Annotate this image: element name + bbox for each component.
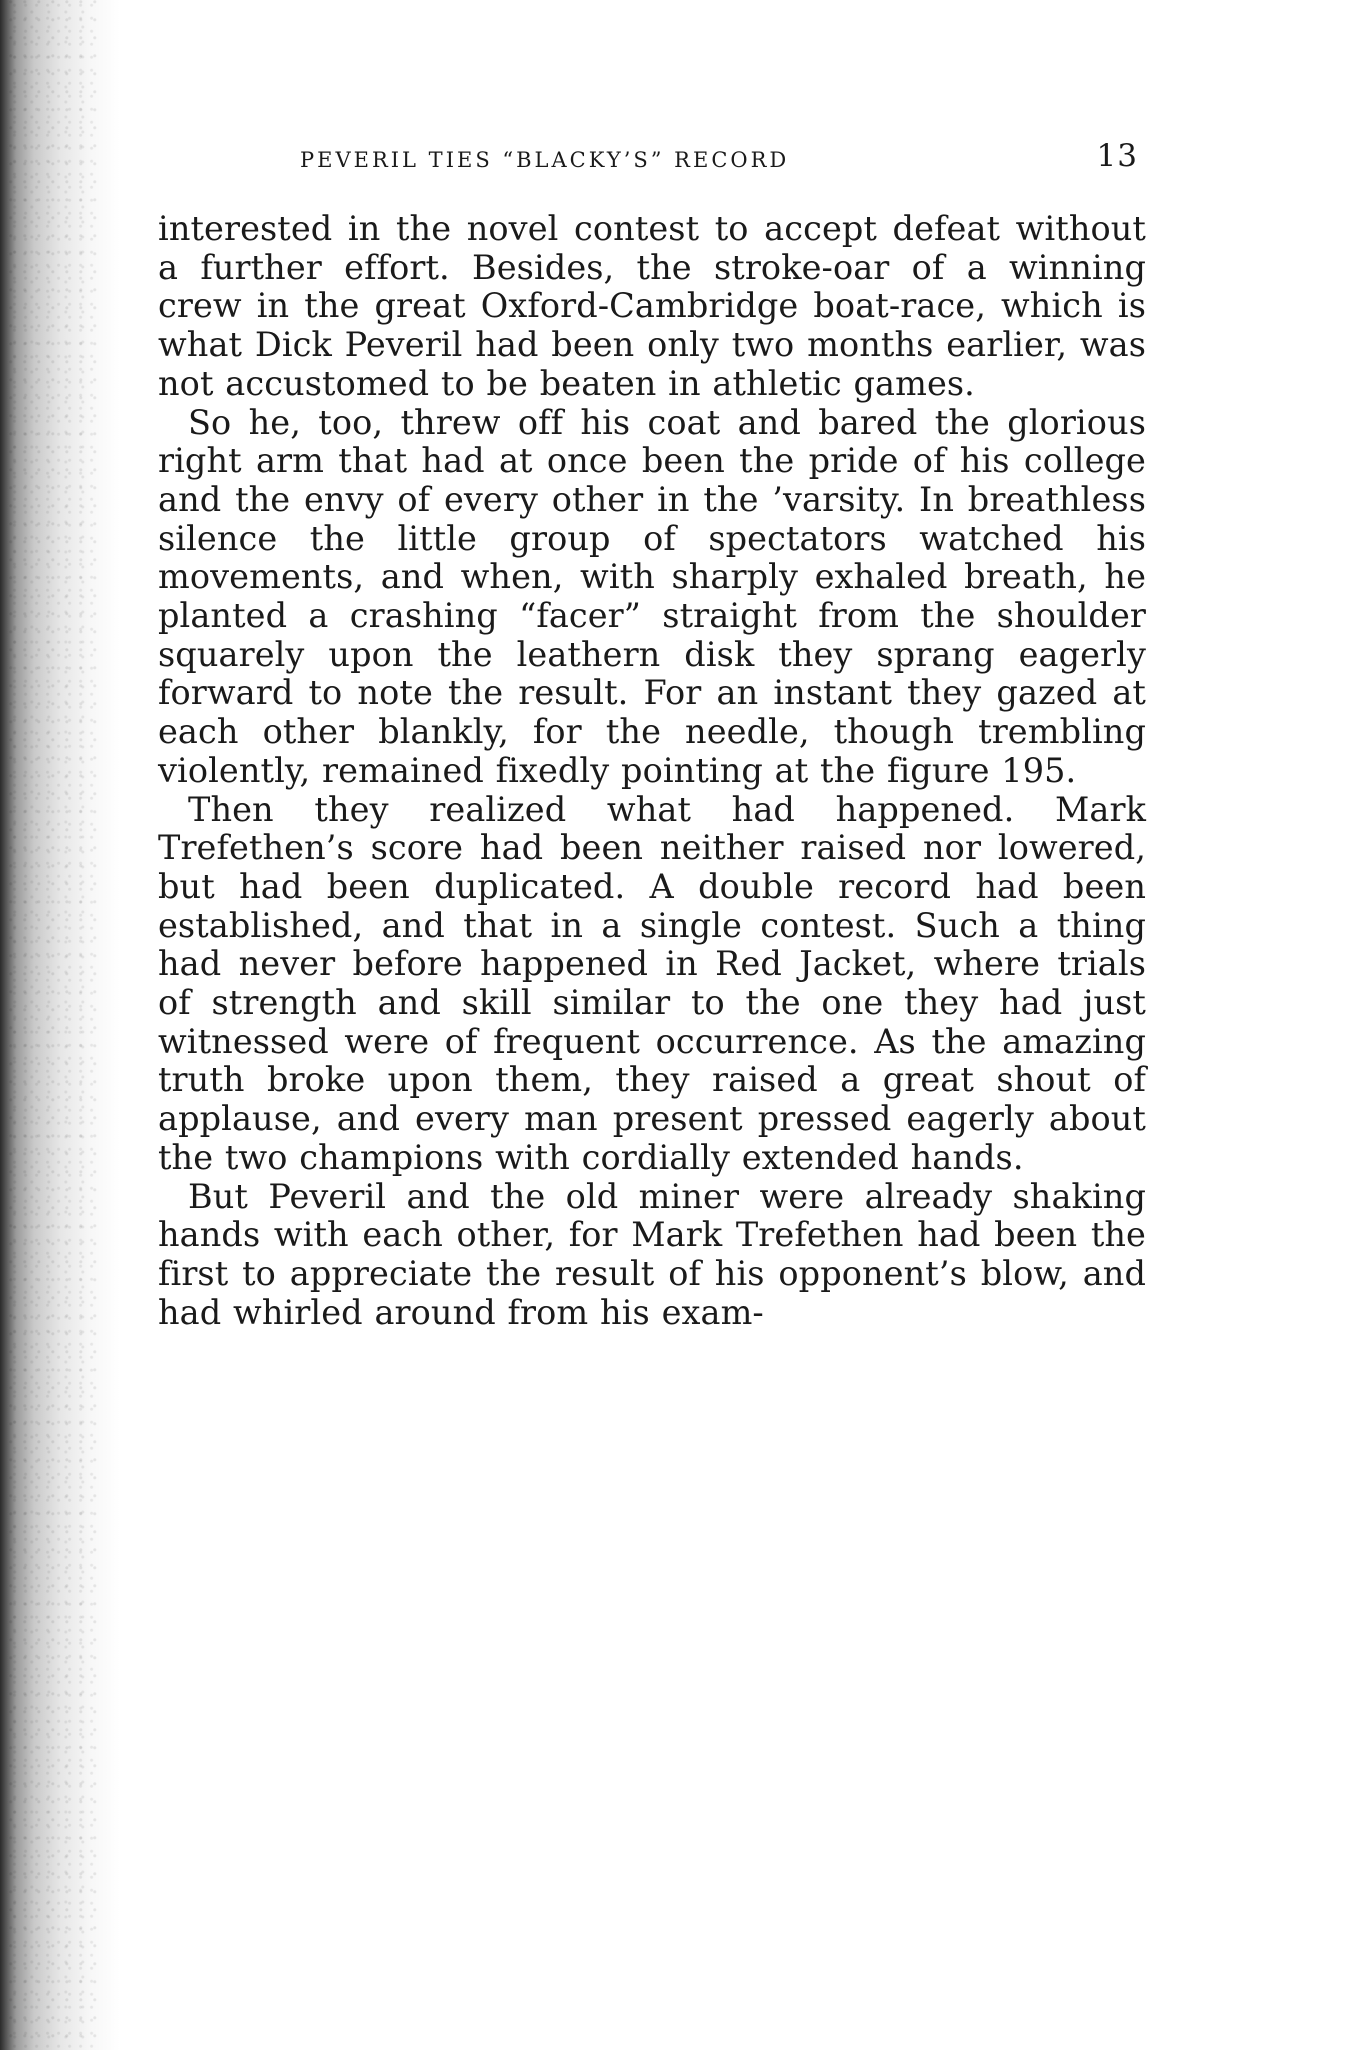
book-page: [150, 130, 1150, 1332]
page-gutter-texture: [8, 0, 98, 2050]
paragraph: So he, too, threw off his coat and bared the glorious right arm that had at once been the pride of his college and the envy of every other in the ’varsity. In breathless silence the little group of spectators watched his movements, and when, with sharply exhaled breath, he planted a crashing “facer” straight from the shoulder squarely upon the leathern disk they sprang eagerly forward to note the result. For an instant they gazed at each other blankly, for the needle, though trembling violently, remained fixedly pointing at the figure 195.: [158, 402, 1146, 790]
running-head: [150, 130, 1150, 190]
running-title: peveril ties “blacky’s” record: [300, 140, 790, 175]
paragraph: But Peveril and the old miner were already shaking hands with each other, for Mark Trefethen had been the first to appreciate the result of his opponent’s blow, and had whirled around from his exam-: [158, 1176, 1146, 1332]
page-number: 13: [1096, 138, 1138, 174]
body-text: [158, 210, 1146, 1332]
paragraph: interested in the novel contest to accept defeat without a further effort. Besides, the stroke-oar of a winning crew in the great Oxford-Cambridge boat-race, which is what Dick Peveril had been only two months earlier, was not accustomed to be beaten in athletic games.: [158, 209, 1146, 403]
paragraph: Then they realized what had happened. Mark Trefethen’s score had been neither raised nor lowered, but had been duplicated. A double record had been established, and that in a single contest. Such a thing had never before happened in Red Jacket, where trials of strength and skill similar to the one they had just witnessed were of frequent occurrence. As the amazing truth broke upon them, they raised a great shout of applause, and every man present pressed eagerly about the two champions with cordially extended hands.: [158, 789, 1146, 1177]
